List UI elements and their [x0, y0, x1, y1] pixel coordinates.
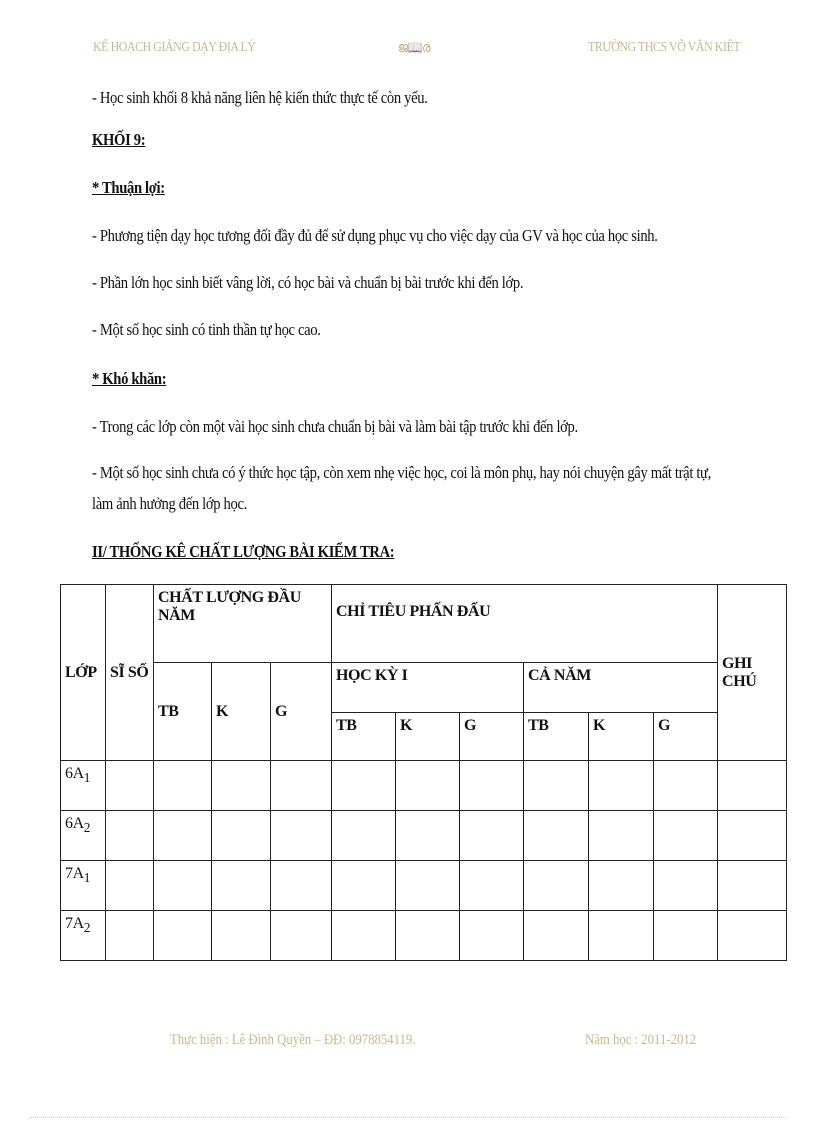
quality-table: [60, 584, 787, 961]
paragraph-line: làm ảnh hưởng đến lớp học.: [92, 494, 247, 513]
col-tb: TB: [332, 713, 396, 761]
class-name: $7A_1$: [61, 861, 106, 911]
header-left: KẾ HOẠCH GIẢNG DẠY ĐỊA LÝ: [93, 40, 256, 55]
header-ornament: ജ📖ര: [398, 41, 431, 56]
col-g: G: [460, 713, 524, 761]
paragraph-line: - Phương tiện dạy học tương đối đầy đủ để sử dụng phục vụ cho việc dạy của GV và học của học sinh.: [92, 226, 658, 245]
col-header-lop: LỚP: [61, 585, 106, 761]
table-row: [61, 761, 787, 811]
col-header-chat-luong: CHẤT LƯỢNG ĐẦU NĂM: [154, 585, 332, 663]
paragraph-line: - Học sinh khối 8 khả năng liên hệ kiến thức thực tế còn yếu.: [92, 88, 428, 107]
col-header-si-so: SĨ SỐ: [106, 585, 154, 761]
col-k: K: [212, 663, 271, 761]
heading-kho-khan: * Khó khăn:: [92, 369, 167, 388]
col-g: G: [271, 663, 332, 761]
footer-divider: [30, 1117, 786, 1118]
footer-school-year: Năm học : 2011-2012: [585, 1032, 697, 1048]
col-g: G: [654, 713, 718, 761]
col-header-ca-nam: CẢ NĂM: [524, 663, 718, 713]
heading-thuan-loi: * Thuận lợi:: [92, 178, 165, 197]
table-row: [61, 861, 787, 911]
class-name: $7A_2$: [61, 911, 106, 961]
col-tb: TB: [154, 663, 212, 761]
paragraph-line: - Phần lớn học sinh biết vâng lời, có học bài và chuẩn bị bài trước khi đến lớp.: [92, 273, 524, 292]
table-row: [61, 911, 787, 961]
col-k: K: [589, 713, 654, 761]
col-header-hoc-ky-1: HỌC KỲ I: [332, 663, 524, 713]
footer-author: Thực hiện : Lê Đình Quyền – ĐĐ: 0978854119.: [170, 1032, 416, 1048]
header-right: TRƯỜNG THCS VÕ VĂN KIỆT: [588, 40, 741, 55]
table-row: [61, 811, 787, 861]
paragraph-line: - Một số học sinh chưa có ý thức học tập, còn xem nhẹ việc học, coi là môn phụ, hay nói chuyện gây mất trật tự,: [92, 463, 711, 482]
section-title: II/ THỐNG KÊ CHẤT LƯỢNG BÀI KIỂM TRA:: [92, 542, 395, 561]
col-header-chi-tieu: CHỈ TIÊU PHẤN ĐẤU: [332, 585, 718, 663]
paragraph-line: - Một số học sinh có tinh thần tự học cao.: [92, 320, 321, 339]
col-tb: TB: [524, 713, 589, 761]
class-name: $6A_1$: [61, 761, 106, 811]
class-name: $6A_2$: [61, 811, 106, 861]
col-header-ghi-chu: GHI CHÚ: [718, 585, 787, 761]
paragraph-line: - Trong các lớp còn một vài học sinh chưa chuẩn bị bài và làm bài tập trước khi đến lớp.: [92, 417, 578, 436]
heading-khoi9: KHỐI 9:: [92, 130, 146, 149]
col-k: K: [396, 713, 460, 761]
